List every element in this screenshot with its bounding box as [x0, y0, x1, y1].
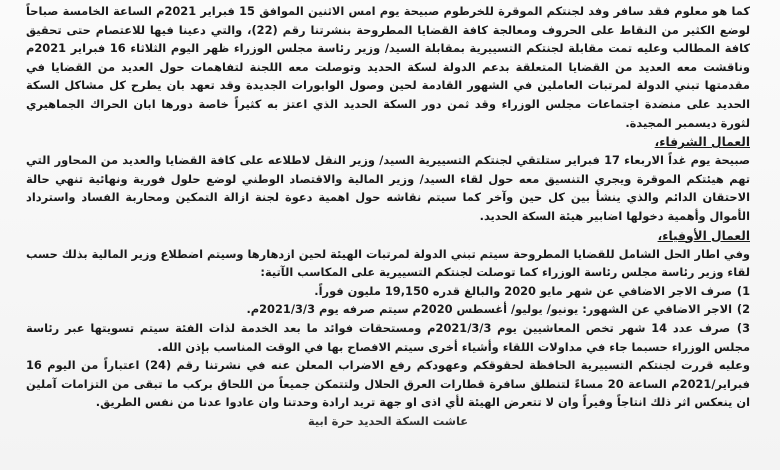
- paragraph-comprehensive-solution: وفي اطار الحل الشامل للقضايا المطروحة سيتم تبني الدولة لمرتبات الهيئة لحين ازدهارها وسيتم اضطلاع وزير المالية بذلك حسب لقاء وزير رئاسة مجلس رئاسة الوزراء كما توصلت لجنتكم التسييرية على المكاسب الآتية:: [26, 246, 750, 280]
- paragraph-delegation: كما هو معلوم فقد سافر وفد لجنتكم الموقرة للخرطوم صبيحة يوم امس الاثنين الموافق 15 فبراير 2021م الساعة الخامسة صباحاً لوضع الكثير من النقاط على الحروف ومعالجة كافة القضايا المطروحة بنشرتنا رقم (22)، والتي دعينا فيها للاعتصام حتى تحقيق كافة المطالب وعليه تمت مقابلة لجنتكم التسييرية بمقابلة السيد/ وزير رئاسة مجلس الوزراء ظهر اليوم الثلاثاء 16 فبراير 2021م وناقشت معه العديد من القضايا المتعلقة بدعم الدولة لسكة الحديد وتوصلت معه اللجنة لتفاهمات حول العديد من القضايا في مقدمتها تبني الدولة لمرتبات العاملين في الشهور القادمة لحين وصول الوابورات الجديدة وقد تعهد بان يطرح كل مشاكل السكة الحديد على منضدة اجتماعات مجلس الوزراء وقد ثمن دور السكة الحديد الذي اعتز به كثيراً خاصة دورها ابان الحراك الجماهيري لثورة ديسمبر المجيدة.: [26, 4, 750, 130]
- heading-honorable-workers: العمال الشرفاء،: [654, 135, 750, 150]
- list-item: 2) الاجر الاضافي عن الشهور: يونيو/ يوليو/ أغسطس 2020م سيتم صرفه يوم 2021/3/3م.: [246, 302, 750, 317]
- gains-list: [26, 282, 750, 356]
- paragraph-transport-minister: صبيحة يوم غداً الاربعاء 17 فبراير ستلتقي لجنتكم التسييرية السيد/ وزير النقل لاطلاعه على كافة القضايا والعديد من المحاور التي تهم هيئتكم الموقرة ويجري التنسيق معه حول لقاء السيد/ وزير المالية والاقتصاد الوطني لوضع حلول فورية ونهائية تنهي حالة الاحتقان الدائم والذي ينشأ بين كل حين وآخر كما سيتم نقاشه حول اهمية دعوة لجنة ازالة التمكين ومحاربة الفساد واسترداد الأموال وأهمية دخولها اضابير هيئة السكة الحديد.: [26, 153, 750, 223]
- list-item: 3) صرف عدد 14 شهر تخص المعاشيين يوم 2021/3/3م ومستحقات فوائد ما بعد الخدمة لذات الفئة سيتم تسويتها عبر رئاسة مجلس الوزراء حسبما جاء في مداولات اللقاء وأشياء أخرى سيتم الافصاح بها في الوقت المناسب بإذن الله.: [26, 320, 750, 354]
- paragraph-strike-lifted: وعليه قررت لجنتكم التسييرية الحافظة لحقوقكم وعهودكم رفع الاضراب المعلن عنه في نشرتنا رقم (24) اعتباراً من اليوم 16 فبراير/2021م الساعة 20 مساءً لتنطلق سافرة قطارات العرق الحلال ولتتمكن جميعاً من اللحاق بركب ما تبقى من التزامات آملين ان ينعكس اثر ذلك انتاجاً وفيراً وان لا تتعرض الهيئة لأي اذى او جهة تريد ارادة وحدتنا وان عادوا عدنا من نفس الطريق.: [26, 358, 750, 410]
- list-item: 1) صرف الاجر الاضافي عن شهر مايو 2020 والبالغ قدره 19,150 مليون فوراً.: [314, 283, 750, 298]
- heading-loyal-workers: العمال الأوفياء،: [657, 228, 750, 243]
- paragraph-closing: عاشت السكة الحديد حرة ابية: [307, 413, 469, 428]
